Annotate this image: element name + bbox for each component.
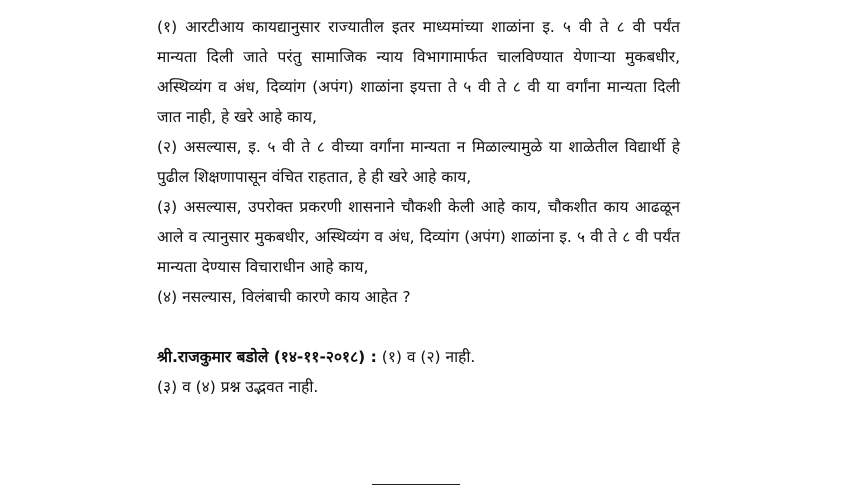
question-list [157, 12, 680, 312]
answer-speaker: श्री.राजकुमार बडोले (१४-११-२०१८) : [157, 348, 377, 366]
question-3: (३) असल्यास, उपरोक्त प्रकरणी शासनाने चौकशी केली आहे काय, चौकशीत काय आढळून आले व त्यानुसार मुकबधीर, अस्थिव्यंग व अंध, दिव्यांग (अपंग) शाळांना इ. ५ वी ते ८ वी पर्यंत मान्यता देण्यास विचाराधीन आहे काय, [157, 198, 680, 276]
question-1: (१) आरटीआय कायद्यानुसार राज्यातील इतर माध्यमांच्या शाळांना इ. ५ वी ते ८ वी पर्यंत मान्यता दिली जाते परंतु सामाजिक न्याय विभागामार्फत चालविण्यात येणाऱ्या मुकबधीर, अस्थिव्यंग व अंध, दिव्यांग (अपंग) शाळांना इयत्ता ते ५ वी ते ८ वी या वर्गांना मान्यता दिली जात नाही, हे खरे आहे काय, [157, 18, 680, 126]
answer-part-1: (१) व (२) नाही. [381, 348, 476, 366]
question-2: (२) असल्यास, इ. ५ वी ते ८ वीच्या वर्गांना मान्यता न मिळाल्यामुळे या शाळेतील विद्यार्थी हे पुढील शिक्षणापासून वंचित राहतात, हे ही खरे आहे काय, [157, 138, 680, 186]
document-body [157, 12, 680, 402]
question-4: (४) नसल्यास, विलंबाची कारणे काय आहेत ? [157, 288, 411, 306]
answer-line-2: (३) व (४) प्रश्न उद्भवत नाही. [157, 378, 319, 396]
closing-rule [372, 484, 460, 485]
answer-block [157, 342, 680, 402]
answer-line-1 [157, 342, 680, 372]
